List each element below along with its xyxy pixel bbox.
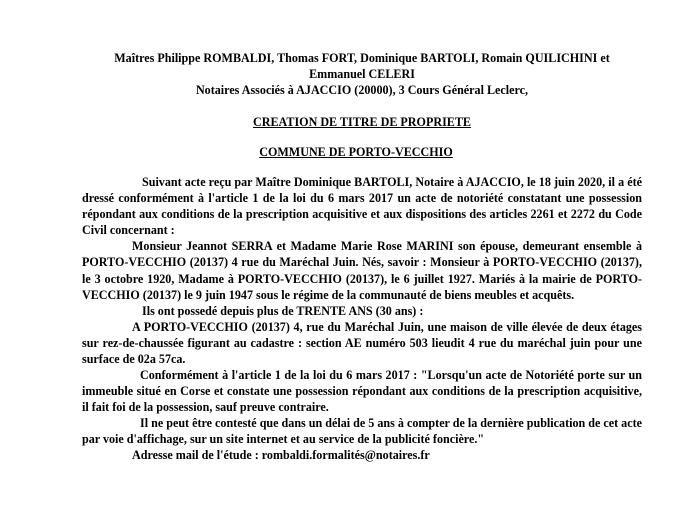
paragraph-possession: Ils ont possedé depuis plus de TRENTE ANS (30 ans) : [142, 303, 424, 318]
paragraph-property: A PORTO-VECCHIO (20137) 4, rue du Maréchal Juin, une maison de ville élevée de deux étages sur rez-de-chaussée figurant au cadastre : section AE numéro 503 lieudit 4 rue du maréchal juin pour une surface de 02a 57ca. [82, 319, 642, 366]
paragraph-deed: Suivant acte reçu par Maître Dominique BARTOLI, Notaire à AJACCIO, le 18 juin 2020, il a été dressé conformément à l'article 1 de la loi du 6 mars 2017 un acte de notoriété constatant une possession répondant aux conditions de la prescription acquisitive et aux dispositions des articles 2261 et 2272 du Code Civil concernant : [82, 175, 642, 238]
notice-body [82, 174, 642, 463]
document-title: CREATION DE TITRE DE PROPRIETE [253, 115, 471, 130]
notice-document [82, 50, 642, 463]
notaries-names-line: Maîtres Philippe ROMBALDI, Thomas FORT, Dominique BARTOLI, Romain QUILICHINI et [114, 51, 610, 65]
notaries-header [82, 50, 642, 98]
paragraph-law: Conformément à l'article 1 de la loi du 6 mars 2017 : "Lorsqu'un acte de Notoriété porte sur un immeuble situé en Corse et constate une possession répondant aux conditions de la prescription acquisitive, il fait foi de la possession, sauf preuve contraire. [82, 367, 642, 414]
paragraph-email: Adresse mail de l'étude : rombaldi.formalités@notaires.fr [132, 448, 430, 463]
paragraph-owners: Monsieur Jeannot SERRA et Madame Marie Rose MARINI son épouse, demeurant ensemble à PORTO-VECCHIO (20137) 4 rue du Maréchal Juin. Nés, savoir : Monsieur à PORTO-VECCHIO (20137), le 3 octobre 1920, Madame à PORTO-VECCHIO (20137), le 6 juillet 1927. Mariés à la mairie de PORTO-VECCHIO (20137) le 9 juin 1947 sous le régime de la communauté de biens meubles et acquêts. [82, 239, 642, 302]
notaries-address-line: Notaires Associés à AJACCIO (20000), 3 Cours Général Leclerc, [195, 83, 529, 98]
notaries-names-continued: Emmanuel CELERI [309, 67, 415, 82]
paragraph-contest: Il ne peut être contesté que dans un délai de 5 ans à compter de la dernière publication de cet acte par voie d'affichage, sur un site internet et au service de la publicité foncière." [82, 415, 642, 446]
commune-heading: COMMUNE DE PORTO-VECCHIO [259, 145, 453, 160]
